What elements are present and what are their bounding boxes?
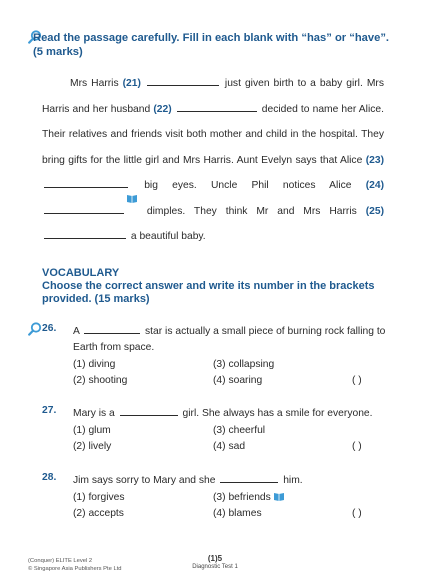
question-number: 26. <box>42 323 57 334</box>
option-1[interactable]: (1) forgives <box>73 492 125 503</box>
question-text: Jim says sorry to Mary and she him. <box>73 472 403 489</box>
vocabulary-title: VOCABULARY <box>42 267 120 279</box>
answer-blank-22[interactable] <box>177 101 257 112</box>
option-1[interactable]: (1) glum <box>73 425 111 436</box>
instruction-line-2: (5 marks) <box>33 46 83 58</box>
footer-publisher: (Conquer) ELITE Level 2 © Singapore Asia Publishers Pte Ltd <box>28 558 122 572</box>
option-4[interactable]: (4) soaring <box>213 375 263 386</box>
answer-blank-24[interactable] <box>44 203 124 214</box>
blank-number-21: (21) <box>122 78 141 89</box>
answer-bracket[interactable]: ( ) <box>352 375 362 386</box>
answer-blank[interactable] <box>220 472 278 483</box>
question-number: 28. <box>42 472 57 483</box>
option-1[interactable]: (1) diving <box>73 359 116 370</box>
magnifier-question-icon <box>28 322 42 336</box>
blank-number-23: (23) <box>365 154 384 166</box>
answer-blank[interactable] <box>120 405 178 416</box>
book-icon <box>126 199 138 209</box>
option-3[interactable]: (3) collapsing <box>213 359 275 370</box>
answer-bracket[interactable]: ( ) <box>352 441 362 452</box>
vocabulary-instruction: Choose the correct answer and write its number in the brackets provided. (15 marks) <box>42 280 375 305</box>
option-3[interactable]: (3) cheerful <box>213 425 266 436</box>
answer-blank-23[interactable] <box>44 177 128 188</box>
question-number: 27. <box>42 405 57 416</box>
option-2[interactable]: (2) accepts <box>73 508 124 519</box>
answer-blank-21[interactable] <box>147 75 219 86</box>
book-icon <box>273 492 285 502</box>
option-2[interactable]: (2) lively <box>73 441 112 452</box>
page-number: (1)5 <box>207 554 223 563</box>
blank-number-25: (25) <box>365 205 384 217</box>
instruction-line-1: Read the passage carefully. Fill in each blank with “has” or “have”. <box>33 32 390 44</box>
section-instruction <box>33 31 403 59</box>
answer-blank[interactable] <box>84 323 140 334</box>
question-text: A star is actually a small piece of burning rock falling to Earth from space. <box>73 323 403 356</box>
option-3[interactable]: (3) befriends <box>213 492 285 503</box>
test-name: Diagnostic Test 1 <box>192 564 238 570</box>
blank-number-24: (24) <box>365 180 384 191</box>
footer-page-info <box>160 555 270 571</box>
question-text: Mary is a girl. She always has a smile for everyone. <box>73 405 403 422</box>
vocabulary-section-header <box>42 267 402 306</box>
answer-bracket[interactable]: ( ) <box>352 508 362 519</box>
option-4[interactable]: (4) sad <box>213 441 246 452</box>
cloze-passage: Mrs Harris (21) just given birth to a baby girl. Mrs Harris and her husband (22) decided to name her Alice. Their relatives and friends visit both mother and child in the hospital. They bring gifts for the little girl and Mrs Harris. Aunt Evelyn says that Alice (23) big eyes. Uncle Phil notices Alice (24) dimples. They think Mr and Mrs Harris (25) a beautiful baby. <box>42 71 384 250</box>
answer-blank-25[interactable] <box>44 228 126 239</box>
option-2[interactable]: (2) shooting <box>73 375 128 386</box>
option-4[interactable]: (4) blames <box>213 508 262 519</box>
blank-number-22: (22) <box>153 103 172 115</box>
